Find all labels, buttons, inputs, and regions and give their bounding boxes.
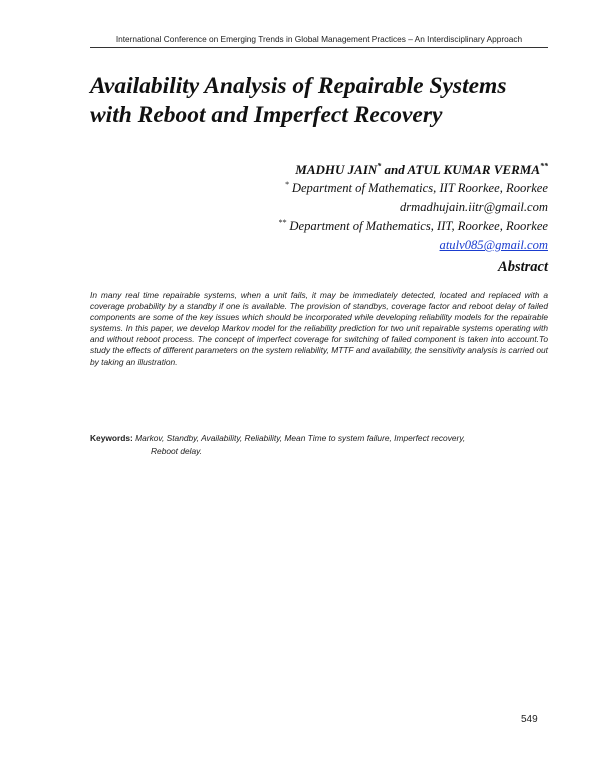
affiliation-1 (148, 179, 548, 198)
keywords-line-2: Reboot delay. (151, 446, 203, 456)
affiliation-1-mark: * (284, 179, 289, 189)
keywords-text-1: Markov, Standby, Availability, Reliability, Mean Time to system failure, Imperfect recovery, (132, 433, 466, 443)
keywords-block (90, 432, 548, 458)
header-rule (90, 47, 548, 48)
affiliation-1-text: Department of Mathematics, IIT Roorkee, Roorkee (288, 181, 548, 195)
abstract-heading: Abstract (498, 259, 548, 275)
authors-block (148, 160, 548, 255)
author-1-mark: * (377, 161, 382, 171)
email-2-row (148, 236, 548, 255)
affiliation-2 (148, 217, 548, 236)
email-1: drmadhujain.iitr@gmail.com (399, 200, 548, 214)
title-line-2: with Reboot and Imperfect Recovery (90, 102, 443, 128)
page-number: 549 (521, 714, 538, 725)
keywords-label: Keywords: (90, 433, 133, 443)
title-line-1: Availability Analysis of Repairable Systems (90, 73, 507, 99)
author-connector: and (381, 162, 408, 177)
keywords-line-1 (90, 432, 548, 445)
author-names (148, 160, 548, 179)
affiliation-2-text: Department of Mathematics, IIT, Roorkee, Roorkee (286, 219, 548, 233)
author-1-name: MADHU JAIN (295, 162, 378, 177)
email-2-link[interactable]: atulv085@gmail.com (439, 238, 548, 252)
author-2-mark: ** (540, 161, 548, 171)
abstract-body: In many real time repairable systems, when a unit fails, it may be immediately detected, located and replaced with a coverage probability by a standby if one is available. The provision of standbys, coverage factor and reboot delay of failed components are some of the key issues which should be incorporated while developing reliability models for the repairable systems. In this paper, we develop Markov model for the reliability prediction for two unit repairable systems operating with and without reboot process. The concept of imperfect coverage for switching of failed component is taken into account.To study the effects of different parameters on the system reliability, MTTF and availability, the sensitivity analysis is carried out by taking an illustration. (90, 290, 548, 367)
affiliation-2-mark: ** (278, 217, 287, 227)
author-2-name: ATUL KUMAR VERMA (407, 162, 540, 177)
paper-title (90, 72, 560, 130)
running-header: International Conference on Emerging Trends in Global Management Practices – An Interdisciplinary Approach (115, 34, 523, 44)
